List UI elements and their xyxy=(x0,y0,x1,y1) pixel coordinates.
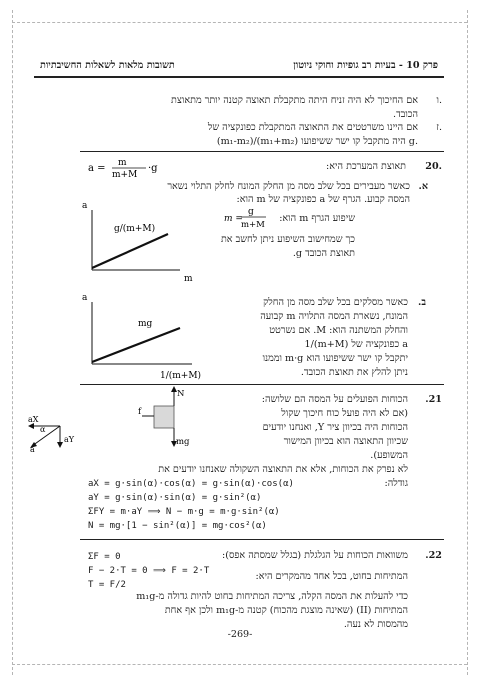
q20-slope-line2: תאוצת הכובד g. xyxy=(292,248,355,259)
a-arrow xyxy=(32,426,60,446)
q20-graph-1 xyxy=(80,200,210,284)
q21-line6: לא נפרק את הכוחות, אלא את התאוצה השקולה שאנחנו יודעים את xyxy=(158,464,408,475)
q22-number: .22 xyxy=(425,550,442,561)
frame-bottom xyxy=(12,664,467,665)
q20-a-line2: המסה קבוע. הגרף של a כפונקציה של m הוא: xyxy=(236,194,410,205)
q20-slope-formula xyxy=(210,204,270,236)
q21-line1: הכוחות הפועלים על המסה הם שלושה: xyxy=(261,394,408,405)
q20-a-label: א. xyxy=(418,181,428,192)
header-left: תשובות מלאות לשאלות החשיבתיות xyxy=(40,60,175,71)
svg-text:·g: ·g xyxy=(148,163,158,174)
q20-b-label: ב. xyxy=(418,297,426,308)
q21-line7: גודלה: xyxy=(384,478,408,489)
q22-line3: המתיחות (II) (שאינה מוצגת מהכוח) קטנה מ-m₁g ולכן אף אחת xyxy=(164,605,408,616)
q20-title: תאוצת המערכת היא: xyxy=(326,161,406,172)
graph1-xlabel: m xyxy=(184,274,193,284)
q20-b-line3: והחלק המשתנה הוא: M. אם נשרטט xyxy=(269,325,408,336)
q20-graph-2 xyxy=(80,290,210,382)
q21-line4: שכיוון התאוצה הוא בכיוון המישור xyxy=(283,436,408,447)
q22-eq-2: F − 2·T = 0 ⟹ F = 2·T xyxy=(88,566,210,576)
intro-item-1-num: .ו xyxy=(436,95,442,106)
page-number: -269- xyxy=(227,629,253,640)
q21-number: .21 xyxy=(425,394,442,405)
intro-item-1-l1: אם החיכוך לא היה זניח היתה מתקבלת תאוצה קטנה יותר מתאוצת xyxy=(171,95,418,106)
q21-eq-2: aY = g·sin(α)·sin(α) = g·sin²(α) xyxy=(88,493,262,503)
q20-formula-svg xyxy=(88,156,188,178)
graph2-line xyxy=(92,328,180,362)
f-label: f xyxy=(138,407,142,417)
q21-line5: המשופע). xyxy=(370,450,408,461)
frame-top xyxy=(12,22,467,23)
svg-text:m+M: m+M xyxy=(241,220,265,230)
q22-line1: המתיחות בחוט, בכל אחד מהמקרים היא: xyxy=(255,571,408,582)
q22-line2: כדי להעלות את המסה הקלה, צריכה המתיחות בחוט להיות גדולה מ-m₁g xyxy=(136,591,408,602)
ay-label: aY xyxy=(64,435,75,444)
q22-title: משוואות הכוחות על הגלגלת (בגלל שמסתה אפס): xyxy=(221,550,408,561)
graph2-ylabel: a xyxy=(82,293,88,303)
a-label: a xyxy=(30,445,35,452)
intro-item-2-l1: אם היינו משרטטים את התאוצה המתקבלת כפונקציה של xyxy=(207,122,418,133)
intro-item-1-l2: הכובד. xyxy=(393,109,418,120)
mg-label: mg xyxy=(176,437,190,447)
q21-eq-4: N = mg·[1 − sin²(α)] = mg·cos²(α) xyxy=(88,521,267,531)
rule-q22 xyxy=(80,539,444,540)
rule-q20 xyxy=(80,151,444,152)
svg-text:g: g xyxy=(248,207,254,217)
svg-text:m: m xyxy=(118,158,127,168)
q20-b-line2: המונח, נשארת המסה התלויה m קבועה xyxy=(260,311,408,322)
intro-item-2-num: .ז xyxy=(436,122,442,133)
q22-line4: מהמסות לא נעה. xyxy=(343,619,408,630)
q20-slope-line1: כך שמחישוב השיפוע ניתן לחשב את xyxy=(220,234,355,245)
ax-label: aX xyxy=(28,415,39,424)
svg-text:a =: a = xyxy=(88,163,106,174)
frame-left xyxy=(12,10,13,675)
alpha-label: α xyxy=(40,425,46,434)
graph1-line-label: g/(m+M) xyxy=(114,224,156,234)
header-right: פרק 10 - בעיות רב גופיות וחוקי ניוטון xyxy=(293,60,438,71)
q20-b-line4: 1/(m+M) כפונקציה של a xyxy=(304,339,408,350)
n-label: N xyxy=(177,389,185,399)
graph2-line-label: mg xyxy=(138,319,153,329)
q21-eq-1: aX = g·sin(α)·cos(α) = g·sin(α)·cos(α) xyxy=(88,479,294,489)
q20-slope-svg xyxy=(210,204,270,232)
q22-eq-1: ΣF = 0 xyxy=(88,552,121,562)
q21-diagram xyxy=(26,386,206,452)
q20-slope-label: שיפוע הגרף m הוא: xyxy=(279,213,355,224)
ay-arrow-head xyxy=(57,442,63,448)
graph1-ylabel: a xyxy=(82,201,88,211)
frame-right xyxy=(467,10,468,675)
q21-line2: (אם לא היה פועל כוח חיכוך שקול xyxy=(281,408,408,419)
header-rule xyxy=(34,76,444,78)
q22-eq-3: T = F/2 xyxy=(88,580,126,590)
q20-b-line5: יתקבל קו ישר ששיפועו הוא m·g וממנו xyxy=(262,353,408,364)
svg-text:m =: m = xyxy=(224,214,243,224)
q20-number: 20. xyxy=(425,161,442,172)
intro-item-2-l2: (m₁-m₂)/(m₁+m₂) היה מתקבל קו ישר ששיפועו g. xyxy=(216,136,418,147)
mass-block xyxy=(154,406,174,428)
q21-line3: הכוחות היה בכיוון ציר Y, ואנחנו יודעים xyxy=(262,422,408,433)
q20-formula xyxy=(88,156,188,181)
rule-q21 xyxy=(80,384,444,385)
q20-b-line1: כאשר מסלקים בכל שלב מסה מן החלק xyxy=(263,297,408,308)
q20-a-line1: כאשר מעבירים בכל שלב מסה מן החלק המונח לחלק התלוי נשאר xyxy=(167,181,410,192)
q20-b-line6: ניתן להלץ את תאוצת הכובד. xyxy=(300,367,408,378)
svg-text:m+M: m+M xyxy=(112,170,138,178)
q21-eq-3: ΣFY = m·aY ⟹ N − m·g = m·g·sin²(α) xyxy=(88,507,280,517)
graph1-line xyxy=(92,234,168,268)
graph2-xlabel: 1/(m+M) xyxy=(160,371,202,381)
